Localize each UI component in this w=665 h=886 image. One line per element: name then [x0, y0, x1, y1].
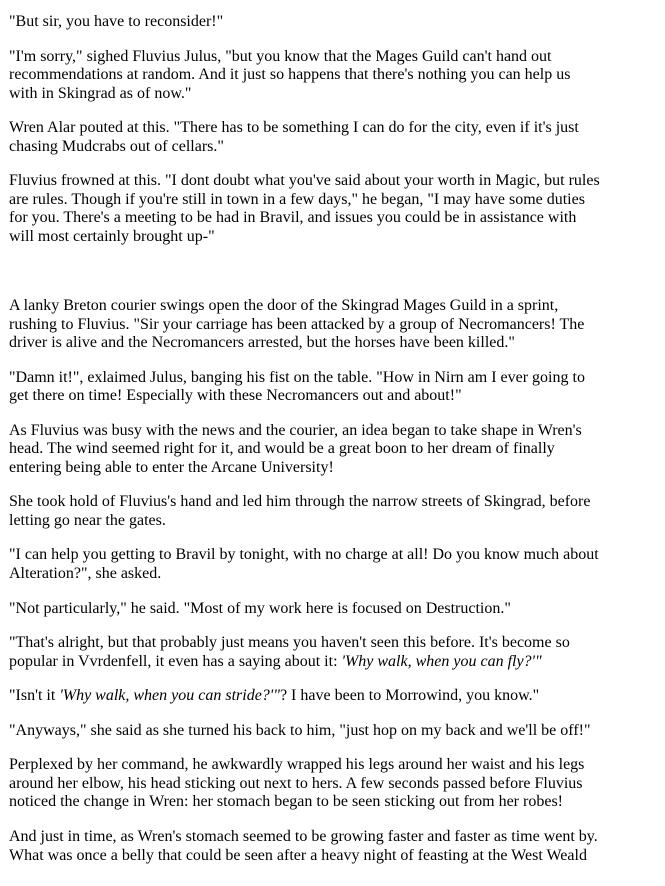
text-run: "I'm sorry," sighed Fluvius Julus, "but you know that the Mages Guild can't hand out recommendations at random. And it just so happens that there's nothing you can help us with in Skingrad as of now.": [9, 47, 571, 102]
text-run: Wren Alar pouted at this. "There has to be something I can do for the city, even if it's just chasing Mudcrabs out of cellars.": [9, 119, 579, 155]
text-run: "I can help you getting to Bravil by tonight, with no charge at all! Do you know much about Alteration?", she asked.: [9, 546, 599, 583]
text-run: "Not particularly," he said. "Most of my work here is focused on Destruction.": [9, 599, 511, 617]
text-run: "But sir, you have to reconsider!": [9, 13, 224, 30]
story-paragraph: [9, 756, 600, 812]
story-paragraph: [9, 546, 600, 583]
story-paragraph: [9, 722, 600, 741]
italic-saying: 'Why walk, when you can stride?'": [59, 687, 280, 705]
story-paragraph: [9, 422, 600, 478]
story-paragraph: [9, 634, 600, 671]
story-paragraph: [9, 119, 600, 156]
text-run: Fluvius frowned at this. "I dont doubt what you've said about your worth in Magic, but rules are rules. Though if you're still in town in a few days," he began, "I may have some duties for you. There's a meeting to be had in Bravil, and issues you could be in assistance with will most certainly brought up-": [9, 172, 600, 245]
story-paragraphs: [9, 13, 600, 865]
text-run: And just in time, as Wren's stomach seemed to be growing faster and faster as time went by. What was once a belly that could be seen after a heavy night of feasting at the West Weald: [9, 827, 598, 864]
text-run: ? I have been to Morrowind, you know.": [279, 687, 540, 705]
story-paragraph: [9, 48, 600, 104]
text-run: "That's alright, but that probably just means you haven't seen this before. It's become so popular in Vvrdenfell, it even has a saying about it:: [9, 634, 570, 670]
text-run: A lanky Breton courier swings open the door of the Skingrad Mages Guild in a sprint, rushing to Fluvius. "Sir your carriage has been attacked by a group of Necromancers! The driver is alive and the Necromancers arrested, but the horses have been killed.": [9, 297, 585, 352]
story-paragraph: [9, 369, 600, 406]
italic-saying: 'Why walk, when you can fly?'": [341, 652, 542, 670]
text-run: "Isn't it: [9, 687, 60, 705]
text-run: She took hold of Fluvius's hand and led him through the narrow streets of Skingrad, before letting go near the gates.: [9, 493, 591, 529]
blank-line: [9, 262, 600, 281]
story-paragraph: [9, 493, 600, 530]
text-run: "Anyways," she said as she turned his back to him, "just hop on my back and we'll be off!": [9, 721, 591, 739]
story-paragraph: [9, 13, 600, 32]
story-paragraph: [9, 687, 600, 706]
story-document: [9, 13, 600, 865]
story-paragraph: [9, 600, 600, 619]
text-run: Perplexed by her command, he awkwardly wrapped his legs around her waist and his legs around her elbow, his head sticking out next to hers. A few seconds passed before Fluvius noticed the change in Wren: her stomach began to be seen sticking out from her robes!: [9, 756, 585, 811]
text-run: "Damn it!", exlaimed Julus, banging his fist on the table. "How in Nirn am I ever going to get there on time! Especially with these Necromancers out and about!": [9, 368, 585, 405]
story-paragraph: [9, 297, 600, 353]
text-run: As Fluvius was busy with the news and the courier, an idea began to take shape in Wren's head. The wind seemed right for it, and would be a great boon to her dream of finally entering being able to enter the Arcane University!: [9, 421, 582, 476]
story-paragraph: [9, 172, 600, 246]
story-paragraph: [9, 828, 600, 865]
